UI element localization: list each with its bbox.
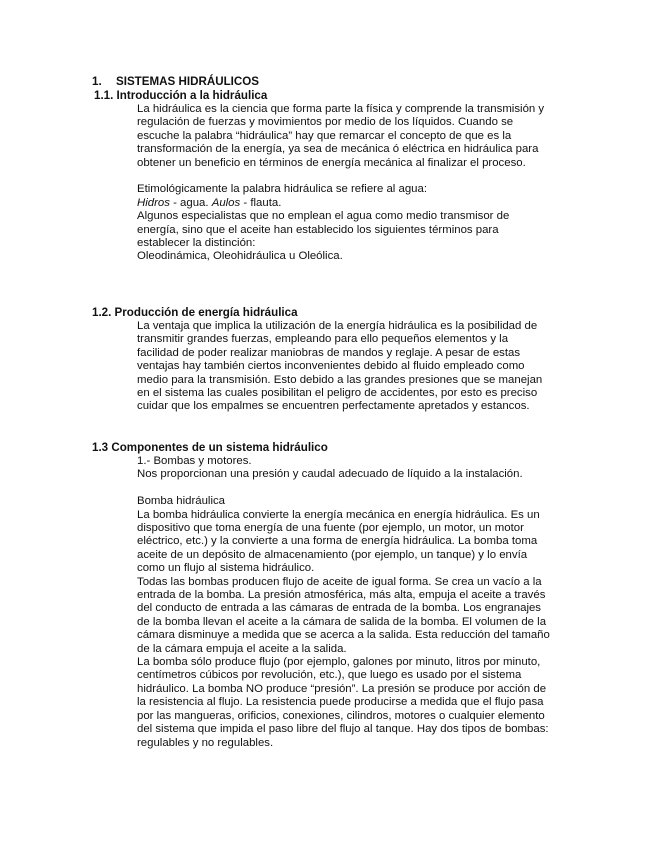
paragraph-line: La hidráulica es la ciencia que forma parte la física y comprende la transmisión y (137, 103, 545, 115)
paragraph-line: obtener un beneficio en términos de energía mecánica al finalizar el proceso. (137, 156, 526, 169)
subsection-title: Bomba hidráulica (137, 495, 226, 508)
etymology-words (137, 197, 577, 210)
paragraph-line: cuidar que los empalmes se encuentren perfectamente apretados y estancos. (137, 400, 530, 413)
paragraph-line: hidráulico. La bomba NO produce “presión”. La presión se produce por acción de (137, 682, 547, 695)
paragraph-line: la resistencia al flujo. La resistencia puede producirse a medida que el flujo pasa (137, 696, 544, 709)
paragraph-line: de la bomba llevan el aceite a la cámara de salida de la bomba. El volumen de la (137, 615, 547, 628)
paragraph-line: regulables y no regulables. (137, 736, 274, 749)
paragraph-line: por las mangueras, orificios, conexiones, cilindros, motores o cualquier elemento (137, 709, 545, 722)
paragraph-line: centímetros cúbicos por revolución, etc.), que luego es usado por el sistema (137, 669, 522, 682)
hidros-word: Hidros (137, 196, 170, 209)
paragraph-line: Algunos especialistas que no emplean el agua como medio transmisor de (137, 210, 510, 223)
paragraph-line: del sistema que impida el paso libre del flujo al tanque. Hay dos tipos de bombas: (137, 723, 549, 736)
paragraph-line: energía, sino que el aceite han establecido los siguientes términos para (137, 223, 499, 236)
etymology-line: Etimológicamente la palabra hidráulica se refiere al agua: (137, 183, 427, 196)
paragraph-line: aceite de un depósito de almacenamiento (por ejemplo, un tanque) y lo envía (137, 548, 528, 561)
section-1-number: 1. (92, 75, 102, 88)
section-1-heading (92, 75, 259, 88)
aulos-word: Aulos (211, 196, 241, 209)
paragraph-line: transmitir grandes fuerzas, empleando para ello pequeños elementos y la (137, 333, 509, 346)
paragraph-line: escuche la palabra “hidráulica” hay que remarcar el concepto de que es la (137, 129, 512, 142)
section-1-3-body (137, 455, 577, 750)
paragraph-line: cámara disminuye a medida que se acerca a la salida. Esta reducción del tamaño (137, 629, 550, 642)
paragraph-line: Oleodinámica, Oleohidráulica u Oleólica. (137, 250, 343, 263)
paragraph-line: del conducto de entrada a las cámaras de entrada de la bomba. Los engranajes (137, 602, 542, 615)
paragraph-line: ventajas hay también ciertos inconvenientes debido al fluido empleado como (137, 360, 525, 373)
section-1-1-heading: 1.1. Introducción a la hidráulica (94, 89, 268, 102)
paragraph-line: dispositivo que toma energía de una fuente (por ejemplo, un motor, un motor (137, 522, 524, 535)
paragraph-line: La bomba sólo produce flujo (por ejemplo, galones por minuto, litros por minuto, (137, 656, 541, 669)
section-1-title: SISTEMAS HIDRÁULICOS (116, 75, 259, 88)
section-1-3-heading: 1.3 Componentes de un sistema hidráulico (92, 441, 328, 454)
paragraph-line: establecer la distinción: (137, 237, 256, 250)
aulos-meaning: - flauta. (240, 196, 282, 209)
paragraph-line: en el sistema las cuales posibilitan el peligro de accidentes, por esto es preciso (137, 387, 538, 400)
section-1-2-heading: 1.2. Producción de energía hidráulica (92, 306, 298, 319)
paragraph-line: regulación de fuerzas y movimientos por medio de los líquidos. Cuando se (137, 116, 514, 129)
paragraph-line: Todas las bombas producen flujo de aceite de igual forma. Se crea un vacío a la (137, 575, 542, 588)
paragraph-line: eléctrico, etc.) y la convierte a una forma de energía hidráulica. La bomba toma (137, 535, 538, 548)
paragraph-line: facilidad de poder realizar maniobras de mandos y reglaje. A pesar de estas (137, 346, 521, 359)
list-item: 1.- Bombas y motores. (137, 455, 252, 467)
paragraph-line: medio para la transmisión. Esto debido a las grandes presiones que se manejan (137, 373, 543, 386)
paragraph-line: La ventaja que implica la utilización de la energía hidráulica es la posibilidad de (137, 320, 538, 332)
section-1-2-body (137, 320, 577, 414)
hidros-meaning: - agua. (169, 196, 212, 209)
section-1-1-body (137, 103, 577, 264)
paragraph-line: entrada de la bomba. La presión atmosférica, más alta, empuja el aceite a través (137, 589, 546, 602)
list-item-description: Nos proporcionan una presión y caudal adecuado de líquido a la instalación. (137, 468, 523, 481)
paragraph-line: como un flujo al sistema hidráulico. (137, 562, 315, 575)
paragraph-line: de la cámara empuja el aceite a la salida. (137, 642, 347, 655)
paragraph-line: La bomba hidráulica convierte la energía mecánica en energía hidráulica. Es un (137, 508, 540, 521)
paragraph-line: transformación de la energía, ya sea de mecánica ó eléctrica en hidráulica para (137, 143, 539, 156)
